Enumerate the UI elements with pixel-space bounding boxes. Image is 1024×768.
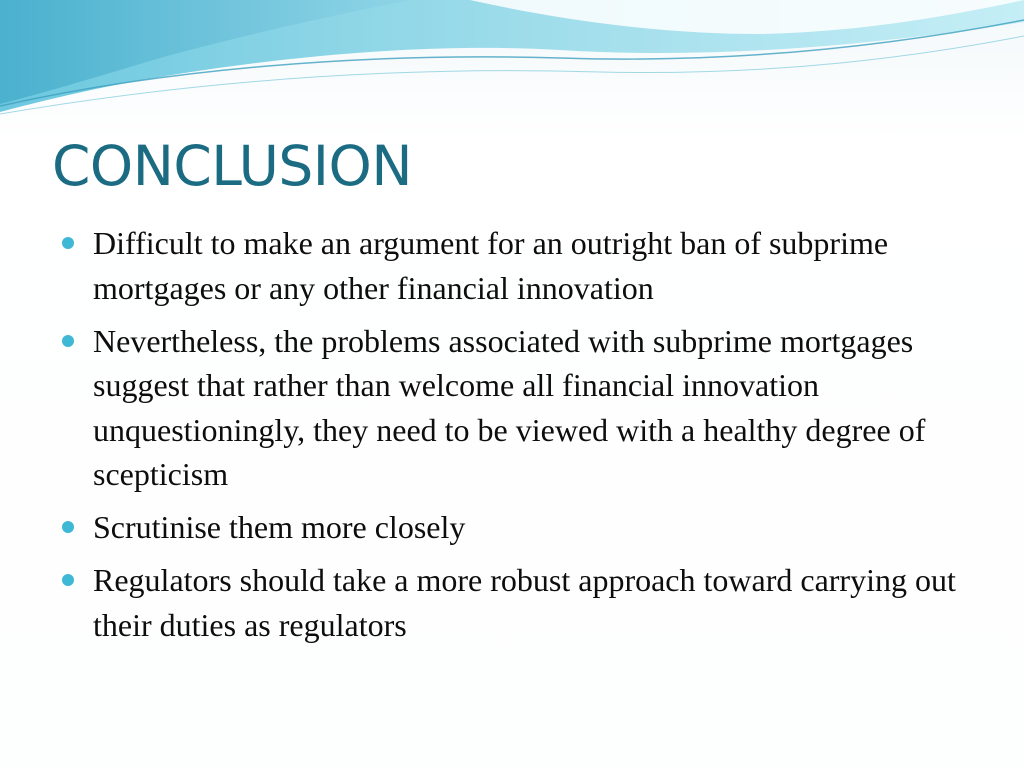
bullet-list [62, 221, 962, 656]
bullet-item [62, 505, 962, 550]
bullet-item [62, 319, 962, 497]
bullet-dot-icon [62, 335, 74, 347]
bullet-item [62, 221, 962, 310]
bullet-item [62, 558, 962, 647]
bullet-text: Difficult to make an argument for an outright ban of subprime mortgages or any other financial innovation [93, 225, 889, 306]
bullet-dot-icon [62, 574, 74, 586]
bullet-dot-icon [62, 237, 74, 249]
bullet-text: Nevertheless, the problems associated with subprime mortgages suggest that rather than welcome all financial innovation unquestioningly, they need to be viewed with a healthy degree of scepticism [93, 322, 926, 492]
header-wave-decoration [0, 0, 1024, 130]
slide-title: CONCLUSION [52, 134, 412, 198]
bullet-dot-icon [62, 521, 74, 533]
bullet-text: Regulators should take a more robust approach toward carrying out their duties as regulators [93, 562, 956, 643]
bullet-text: Scrutinise them more closely [93, 509, 466, 545]
